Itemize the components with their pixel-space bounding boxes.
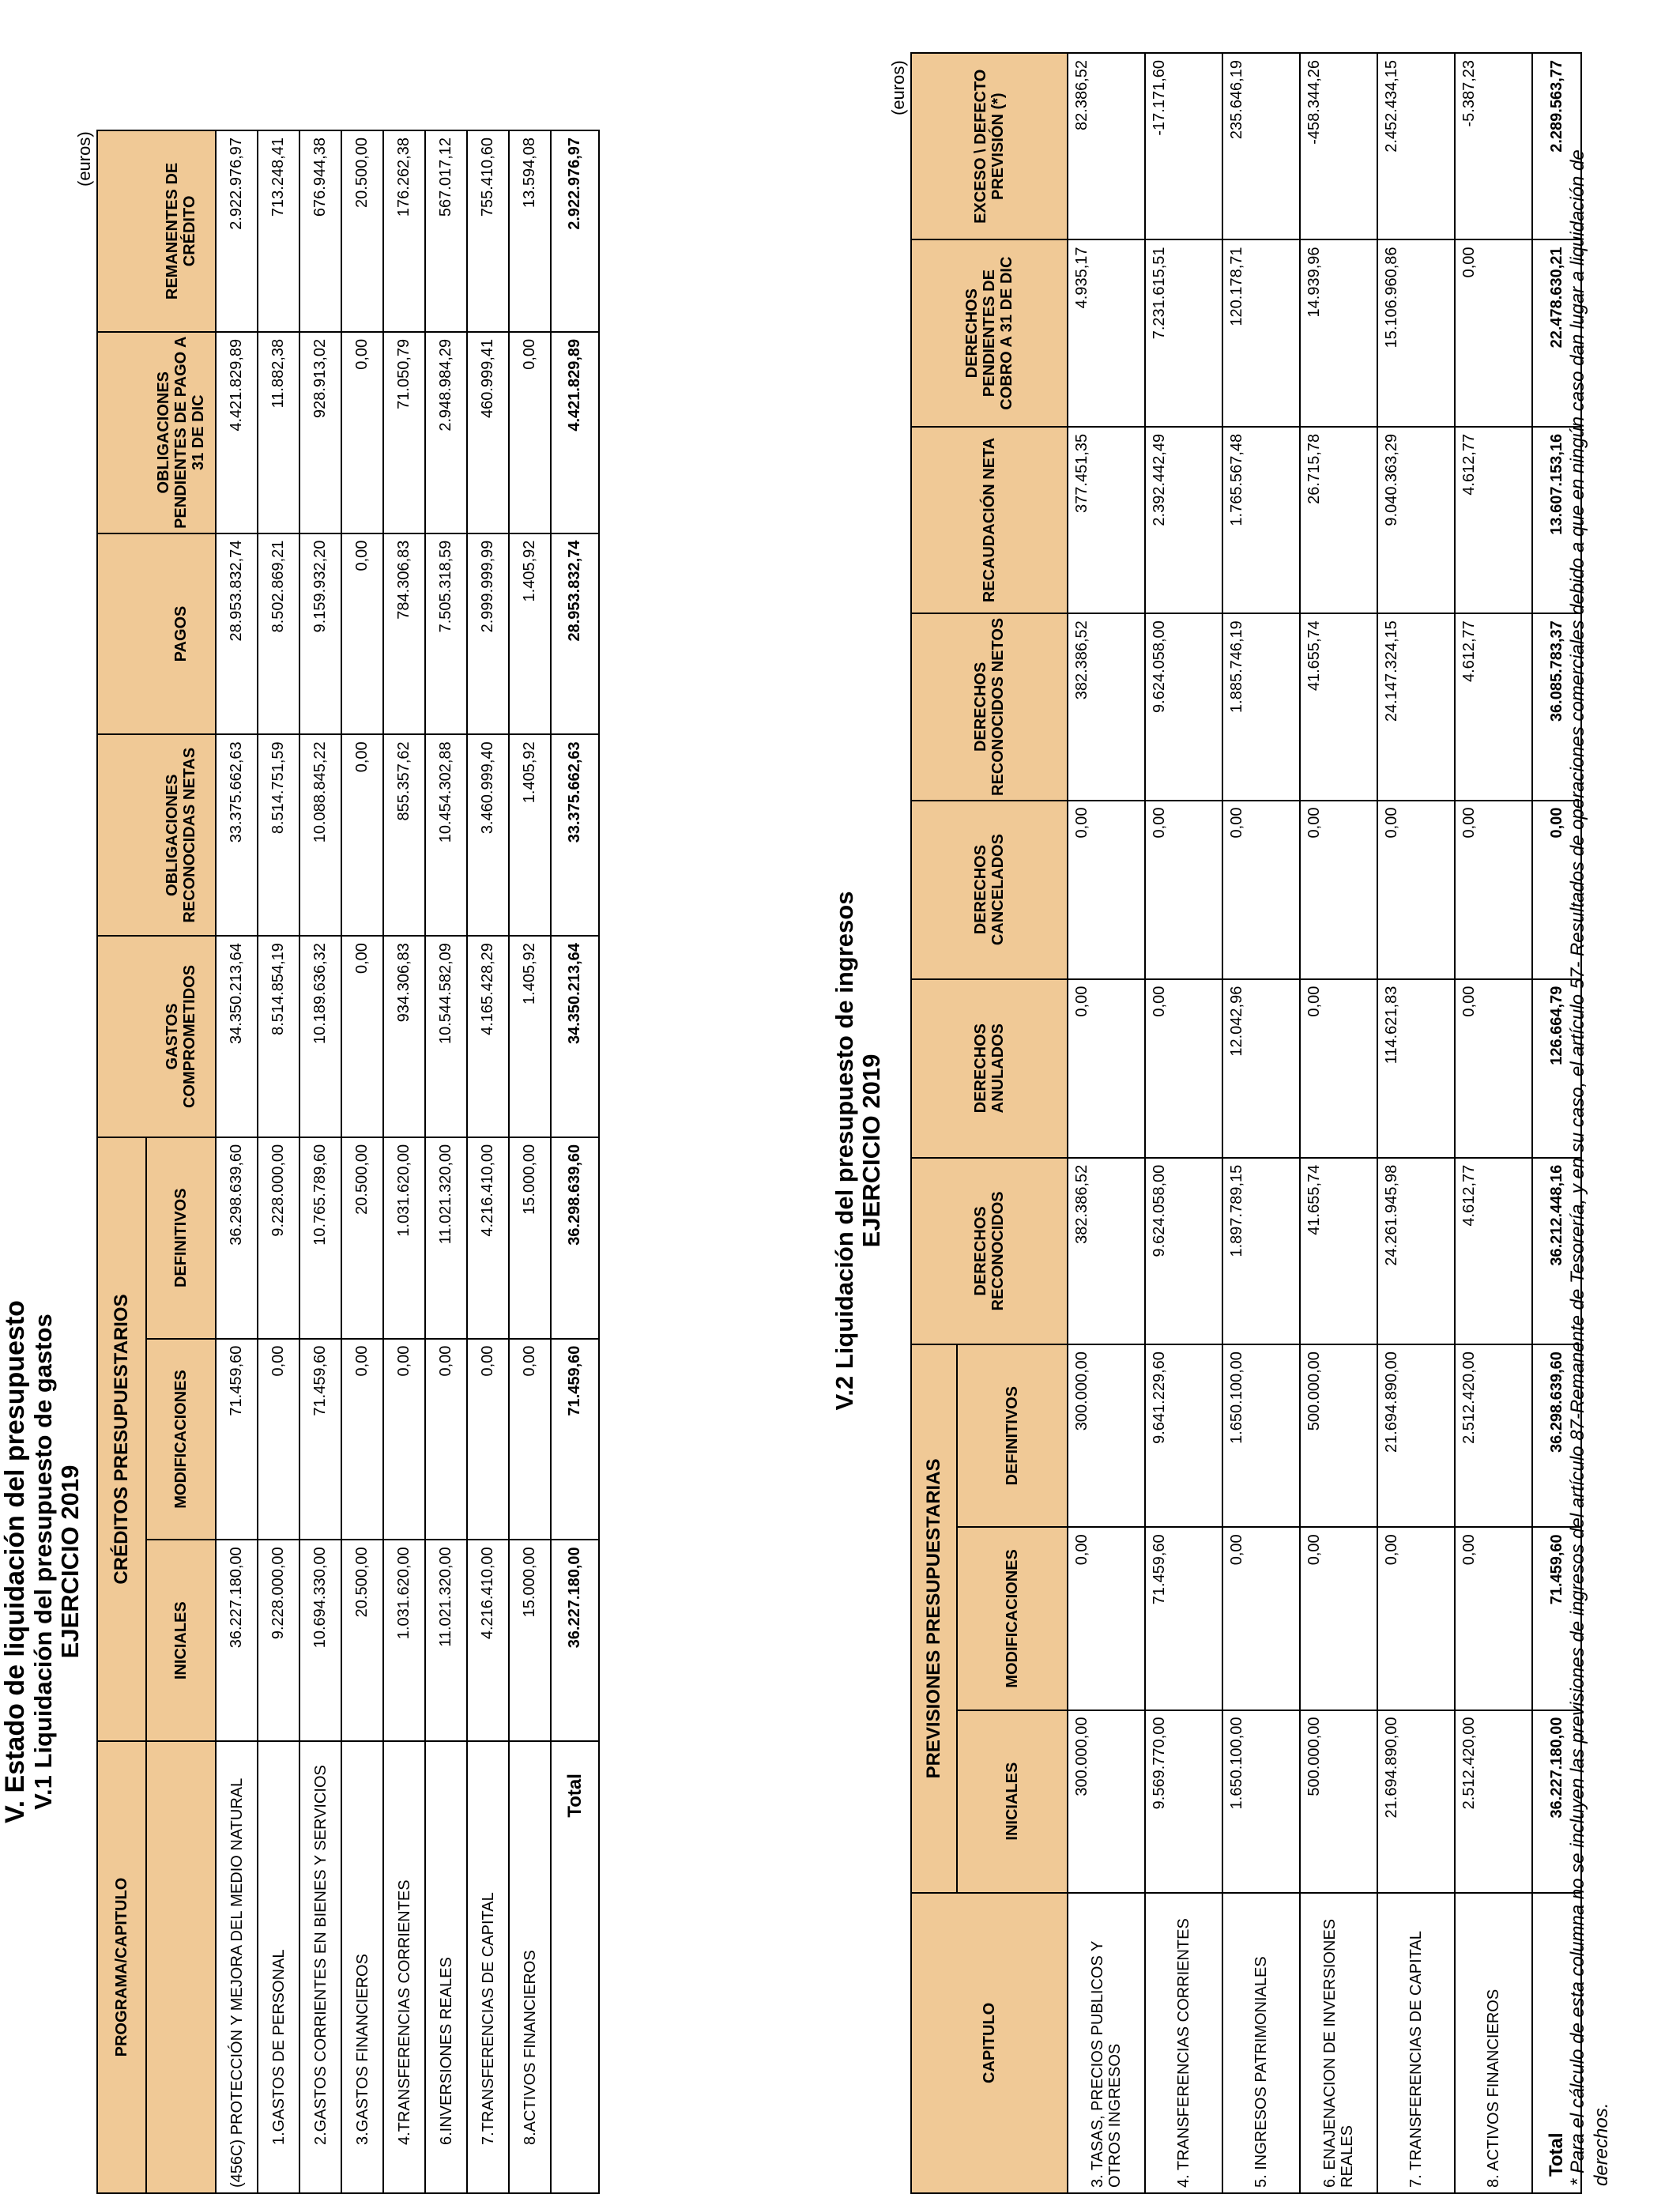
- cell-pend: 0,00: [509, 332, 551, 533]
- row-label: 4. TRANSFERENCIAS CORRIENTES: [1145, 1893, 1222, 2193]
- cell-ini: 1.031.620,00: [383, 1540, 425, 1741]
- units-label: (euros): [74, 131, 94, 187]
- cell-pend: 4.935,17: [1068, 239, 1145, 426]
- row-label: (456C) PROTECCIÓN Y MEJORA DEL MEDIO NATURAL: [216, 1741, 258, 2193]
- cell-pag: 7.505.318,59: [425, 533, 467, 735]
- cell-def: 21.694.890,00: [1377, 1344, 1455, 1527]
- cell-comp: 10.189.636,32: [299, 936, 341, 1137]
- group-spacer: [97, 533, 146, 735]
- total-label: Total: [1532, 1893, 1581, 2193]
- total-netos: 36.085.783,37: [1532, 613, 1581, 800]
- col-definitivos-ing: DEFINITIVOS: [957, 1344, 1068, 1527]
- cell-mod: 0,00: [467, 1339, 509, 1540]
- row-label: 8.ACTIVOS FINANCIEROS: [509, 1741, 551, 2193]
- total-pend: 4.421.829,89: [551, 332, 599, 533]
- cell-mod: 0,00: [1300, 1527, 1377, 1710]
- cell-pag: 28.953.832,74: [216, 533, 258, 735]
- units-label-ingresos: (euros): [888, 60, 908, 115]
- cell-ini: 1.650.100,00: [1222, 1710, 1300, 1893]
- cell-obl: 1.405,92: [509, 734, 551, 936]
- total-recaud: 13.607.153,16: [1532, 427, 1581, 613]
- group-spacer: [97, 130, 146, 332]
- cell-ini: 10.694.330,00: [299, 1540, 341, 1741]
- section-title: V.2 Liquidación del presupuesto de ingresos: [831, 891, 858, 1411]
- cell-netos: 1.885.746,19: [1222, 613, 1300, 800]
- cell-pend: 15.106.960,86: [1377, 239, 1455, 426]
- cell-recaud: 2.392.442,49: [1145, 427, 1222, 613]
- cell-ini: 4.216.410,00: [467, 1540, 509, 1741]
- total-obl: 33.375.662,63: [551, 734, 599, 936]
- cell-ini: 36.227.180,00: [216, 1540, 258, 1741]
- ingresos-table: [910, 52, 1582, 2194]
- cell-mod: 0,00: [1222, 1527, 1300, 1710]
- cell-comp: 934.306,83: [383, 936, 425, 1137]
- cell-rec: 9.624.058,00: [1145, 1158, 1222, 1344]
- cell-mod: 71.459,60: [216, 1339, 258, 1540]
- cell-def: 1.031.620,00: [383, 1137, 425, 1339]
- cell-rec: 24.261.945,98: [1377, 1158, 1455, 1344]
- cell-rem: 713.248,41: [258, 130, 299, 332]
- cell-mod: 0,00: [509, 1339, 551, 1540]
- total-anul: 126.664,79: [1532, 979, 1581, 1158]
- cell-def: 1.650.100,00: [1222, 1344, 1300, 1527]
- cell-netos: 4.612,77: [1455, 613, 1532, 800]
- cell-recaud: 9.040.363,29: [1377, 427, 1455, 613]
- total-mod: 71.459,60: [551, 1339, 599, 1540]
- table-row: [509, 130, 551, 2193]
- total-pag: 28.953.832,74: [551, 533, 599, 735]
- cell-rem: 2.922.976,97: [216, 130, 258, 332]
- cell-pend: 11.882,38: [258, 332, 299, 533]
- cell-pag: 0,00: [341, 533, 383, 735]
- cell-rem: 567.017,12: [425, 130, 467, 332]
- cell-ini: 500.000,00: [1300, 1710, 1377, 1893]
- cell-rec: 1.897.789,15: [1222, 1158, 1300, 1344]
- row-label: 3. TASAS, PRECIOS PUBLICOS Y OTROS INGRESOS: [1068, 1893, 1145, 2193]
- total-exc: 2.289.563,77: [1532, 53, 1581, 239]
- cell-pend: 0,00: [341, 332, 383, 533]
- cell-obl: 0,00: [341, 734, 383, 936]
- cell-anul: 0,00: [1145, 979, 1222, 1158]
- cell-mod: 0,00: [341, 1339, 383, 1540]
- title-block-ingresos: [831, 107, 885, 2194]
- col-derechos-reconocidos: DERECHOS RECONOCIDOS: [911, 1158, 1068, 1344]
- cell-def: 15.000,00: [509, 1137, 551, 1339]
- row-label: 4.TRANSFERENCIAS CORRIENTES: [383, 1741, 425, 2193]
- total-mod: 71.459,60: [1532, 1527, 1581, 1710]
- total-canc: 0,00: [1532, 801, 1581, 979]
- cell-canc: 0,00: [1145, 801, 1222, 979]
- cell-anul: 0,00: [1068, 979, 1145, 1158]
- group-spacer: [97, 734, 146, 936]
- row-label: 5. INGRESOS PATRIMONIALES: [1222, 1893, 1300, 2193]
- row-label: 3.GASTOS FINANCIEROS: [341, 1741, 383, 2193]
- cell-rem: 755.410,60: [467, 130, 509, 332]
- cell-pend: 928.913,02: [299, 332, 341, 533]
- cell-comp: 0,00: [341, 936, 383, 1137]
- cell-comp: 8.514.854,19: [258, 936, 299, 1137]
- col-gastos-comprometidos: GASTOS COMPROMETIDOS: [146, 936, 216, 1137]
- page-subtitle: V.1 Liquidación del presupuesto de gastos: [29, 1314, 57, 1810]
- cell-pag: 8.502.869,21: [258, 533, 299, 735]
- cell-obl: 8.514.751,59: [258, 734, 299, 936]
- cell-exc: -17.171,60: [1145, 53, 1222, 239]
- cell-def: 300.000,00: [1068, 1344, 1145, 1527]
- cell-recaud: 4.612,77: [1455, 427, 1532, 613]
- cell-rec: 382.386,52: [1068, 1158, 1145, 1344]
- cell-mod: 0,00: [258, 1339, 299, 1540]
- total-ini: 36.227.180,00: [551, 1540, 599, 1741]
- table-row: [425, 130, 467, 2193]
- cell-mod: 0,00: [425, 1339, 467, 1540]
- cell-obl: 10.088.845,22: [299, 734, 341, 936]
- col-obligaciones-pendientes: OBLIGACIONES PENDIENTES DE PAGO A 31 DE DIC: [146, 332, 216, 533]
- footnote: * Para el cálculo de esta columna no se incluyen las previsiones de ingresos del artículo 87-Remanente de Tesorería, y en su caso, el artículo 57- Resultados de operaciones comerciales debido a que en ningún caso dan lugar a liquidación de derechos.: [1567, 149, 1612, 2186]
- col-programa: PROGRAMA/CAPITULO: [97, 1741, 146, 2193]
- row-label: 7.TRANSFERENCIAS DE CAPITAL: [467, 1741, 509, 2193]
- cell-recaud: 26.715,78: [1300, 427, 1377, 613]
- cell-ini: 9.228.000,00: [258, 1540, 299, 1741]
- cell-netos: 41.655,74: [1300, 613, 1377, 800]
- cell-comp: 10.544.582,09: [425, 936, 467, 1137]
- cell-ini: 11.021.320,00: [425, 1540, 467, 1741]
- cell-pend: 460.999,41: [467, 332, 509, 533]
- cell-rem: 176.262,38: [383, 130, 425, 332]
- cell-pend: 120.178,71: [1222, 239, 1300, 426]
- cell-pag: 9.159.932,20: [299, 533, 341, 735]
- cell-rec: 41.655,74: [1300, 1158, 1377, 1344]
- cell-netos: 382.386,52: [1068, 613, 1145, 800]
- row-label: 6. ENAJENACION DE INVERSIONES REALES: [1300, 1893, 1377, 2193]
- group-spacer: [97, 332, 146, 533]
- cell-comp: 1.405,92: [509, 936, 551, 1137]
- group-spacer: [97, 936, 146, 1137]
- group-creditos: CRÉDITOS PRESUPUESTARIOS: [97, 1137, 146, 1741]
- row-label: 1.GASTOS DE PERSONAL: [258, 1741, 299, 2193]
- col-derechos-cancelados: DERECHOS CANCELADOS: [911, 801, 1068, 979]
- cell-exc: 2.452.434,15: [1377, 53, 1455, 239]
- cell-pend: 2.948.984,29: [425, 332, 467, 533]
- cell-rem: 20.500,00: [341, 130, 383, 332]
- cell-def: 9.641.229,60: [1145, 1344, 1222, 1527]
- col-modificaciones-ing: MODIFICACIONES: [957, 1527, 1068, 1710]
- row-label: 2.GASTOS CORRIENTES EN BIENES Y SERVICIOS: [299, 1741, 341, 2193]
- cell-def: 2.512.420,00: [1455, 1344, 1532, 1527]
- col-capitulo: CAPITULO: [911, 1893, 1068, 2193]
- cell-anul: 114.621,83: [1377, 979, 1455, 1158]
- cell-pend: 71.050,79: [383, 332, 425, 533]
- cell-pend: 0,00: [1455, 239, 1532, 426]
- col-derechos-pendientes: DERECHOS PENDIENTES DE COBRO A 31 DE DIC: [911, 239, 1068, 426]
- cell-rem: 13.594,08: [509, 130, 551, 332]
- row-label: 6.INVERSIONES REALES: [425, 1741, 467, 2193]
- cell-ini: 2.512.420,00: [1455, 1710, 1532, 1893]
- cell-recaud: 1.765.567,48: [1222, 427, 1300, 613]
- cell-canc: 0,00: [1068, 801, 1145, 979]
- cell-def: 4.216.410,00: [467, 1137, 509, 1339]
- table-row: [1068, 53, 1145, 2193]
- cell-ini: 15.000,00: [509, 1540, 551, 1741]
- cell-obl: 10.454.302,88: [425, 734, 467, 936]
- col-derechos-anulados: DERECHOS ANULADOS: [911, 979, 1068, 1158]
- total-rem: 2.922.976,97: [551, 130, 599, 332]
- col-remanentes: REMANENTES DE CRÉDITO: [146, 130, 216, 332]
- cell-ini: 21.694.890,00: [1377, 1710, 1455, 1893]
- total-label: Total: [551, 1741, 599, 2193]
- title-block-gastos: [0, 929, 84, 2194]
- row-label: 8. ACTIVOS FINANCIEROS: [1455, 1893, 1532, 2193]
- table-row: [299, 130, 341, 2193]
- cell-rem: 676.944,38: [299, 130, 341, 332]
- col-iniciales-ing: INICIALES: [957, 1710, 1068, 1893]
- cell-netos: 24.147.324,15: [1377, 613, 1455, 800]
- cell-pag: 784.306,83: [383, 533, 425, 735]
- cell-canc: 0,00: [1222, 801, 1300, 979]
- cell-def: 10.765.789,60: [299, 1137, 341, 1339]
- col-pagos: PAGOS: [146, 533, 216, 735]
- cell-exc: 82.386,52: [1068, 53, 1145, 239]
- cell-exc: -5.387,23: [1455, 53, 1532, 239]
- cell-def: 500.000,00: [1300, 1344, 1377, 1527]
- cell-comp: 34.350.213,64: [216, 936, 258, 1137]
- cell-rec: 4.612,77: [1455, 1158, 1532, 1344]
- col-iniciales: INICIALES: [146, 1540, 216, 1741]
- gastos-table: [96, 130, 600, 2194]
- cell-exc: 235.646,19: [1222, 53, 1300, 239]
- cell-pag: 2.999.999,99: [467, 533, 509, 735]
- cell-pend: 7.231.615,51: [1145, 239, 1222, 426]
- cell-def: 20.500,00: [341, 1137, 383, 1339]
- cell-mod: 71.459,60: [299, 1339, 341, 1540]
- cell-pend: 14.939,96: [1300, 239, 1377, 426]
- cell-obl: 855.357,62: [383, 734, 425, 936]
- total-row: [551, 130, 599, 2193]
- cell-recaud: 377.451,35: [1068, 427, 1145, 613]
- cell-ini: 9.569.770,00: [1145, 1710, 1222, 1893]
- table-row: [383, 130, 425, 2193]
- total-comp: 34.350.213,64: [551, 936, 599, 1137]
- cell-comp: 4.165.428,29: [467, 936, 509, 1137]
- year-label-ingresos: EJERCICIO 2019: [857, 1054, 885, 1248]
- cell-mod: 0,00: [383, 1339, 425, 1540]
- cell-canc: 0,00: [1300, 801, 1377, 979]
- year-label: EJERCICIO 2019: [56, 1465, 84, 1659]
- cell-mod: 0,00: [1068, 1527, 1145, 1710]
- cell-ini: 300.000,00: [1068, 1710, 1145, 1893]
- cell-mod: 0,00: [1377, 1527, 1455, 1710]
- cell-mod: 71.459,60: [1145, 1527, 1222, 1710]
- col-derechos-netos: DERECHOS RECONOCIDOS NETOS: [911, 613, 1068, 800]
- cell-def: 11.021.320,00: [425, 1137, 467, 1339]
- col-exceso: EXCESO \ DEFECTO PREVISIÓN (*): [911, 53, 1068, 239]
- cell-netos: 9.624.058,00: [1145, 613, 1222, 800]
- cell-anul: 12.042,96: [1222, 979, 1300, 1158]
- col-obligaciones-reconocidas: OBLIGACIONES RECONOCIDAS NETAS: [146, 734, 216, 936]
- table-row: [467, 130, 509, 2193]
- cell-obl: 3.460.999,40: [467, 734, 509, 936]
- cell-obl: 33.375.662,63: [216, 734, 258, 936]
- cell-def: 36.298.639,60: [216, 1137, 258, 1339]
- table-row: [1222, 53, 1300, 2193]
- row-label: 7. TRANSFERENCIAS DE CAPITAL: [1377, 1893, 1455, 2193]
- cell-pag: 1.405,92: [509, 533, 551, 735]
- col-modificaciones: MODIFICACIONES: [146, 1339, 216, 1540]
- page-title: V. Estado de liquidación del presupuesto: [0, 1300, 30, 1823]
- total-def: 36.298.639,60: [1532, 1344, 1581, 1527]
- table-row: [1455, 53, 1532, 2193]
- table-row: [1377, 53, 1455, 2193]
- total-def: 36.298.639,60: [551, 1137, 599, 1339]
- cell-mod: 0,00: [1455, 1527, 1532, 1710]
- table-row: [258, 130, 299, 2193]
- cell-anul: 0,00: [1300, 979, 1377, 1158]
- group-previsiones: PREVISIONES PRESUPUESTARIAS: [911, 1344, 957, 1893]
- total-rec: 36.212.448,16: [1532, 1158, 1581, 1344]
- cell-anul: 0,00: [1455, 979, 1532, 1158]
- cell-canc: 0,00: [1455, 801, 1532, 979]
- cell-ini: 20.500,00: [341, 1540, 383, 1741]
- table-row: [216, 130, 258, 2193]
- cell-canc: 0,00: [1377, 801, 1455, 979]
- cell-exc: -458.344,26: [1300, 53, 1377, 239]
- col-recaudacion: RECAUDACIÓN NETA: [911, 427, 1068, 613]
- cell-def: 9.228.000,00: [258, 1137, 299, 1339]
- table-row: [1300, 53, 1377, 2193]
- col-programa-cont: [146, 1741, 216, 2193]
- total-ini: 36.227.180,00: [1532, 1710, 1581, 1893]
- table-row: [341, 130, 383, 2193]
- total-pend: 22.478.630,21: [1532, 239, 1581, 426]
- cell-pend: 4.421.829,89: [216, 332, 258, 533]
- col-definitivos: DEFINITIVOS: [146, 1137, 216, 1339]
- table-row: [1145, 53, 1222, 2193]
